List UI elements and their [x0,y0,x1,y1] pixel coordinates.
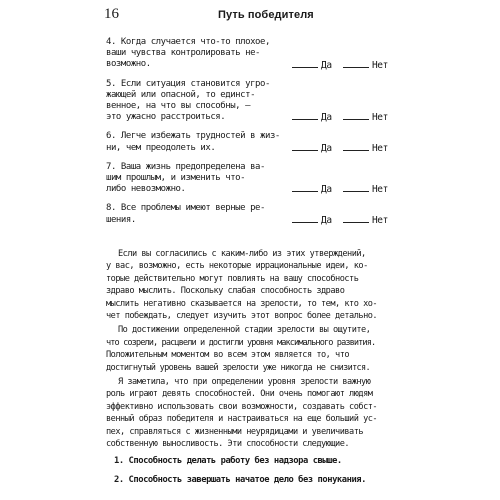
question-line: шим прошлым, и изменить что- [106,173,246,184]
question-line: 5. Если ситуация становится угро- [106,78,270,89]
question-line: жающей или опасной, то единст- [106,89,256,100]
running-title: Путь победителя [218,9,314,21]
question-text [106,37,278,71]
question-line: ни, чем преодолеть их. [106,142,216,153]
question-text [106,162,278,196]
question-item [106,37,401,71]
no-label: Нет [371,59,388,71]
list-item: 1. Способность делать работу без надзора свыше. [114,456,342,466]
no-label: Нет [371,184,388,196]
yes-blank[interactable] [292,191,318,192]
yes-blank[interactable] [292,119,318,120]
no-blank[interactable] [343,191,369,192]
paragraph [106,376,402,450]
yes-label: Да [321,184,332,196]
page-number: 16 [104,6,119,22]
answer-options [292,184,388,195]
yes-label: Да [321,59,332,71]
paragraph-line: Если вы согласились с каким-либо из этих утверждений, [118,249,366,259]
no-blank[interactable] [343,67,369,68]
question-line: это ужасно расстроиться. [106,112,226,123]
paragraph-line: чет побеждать, следует изучить этот вопрос более детально. [106,311,378,322]
no-label: Нет [371,214,388,226]
question-text [106,131,278,153]
paragraph-line: здраво мыслить. Поскольку слабая способность здраво [106,286,345,297]
paragraph [106,324,402,374]
question-text [106,203,278,225]
question-line: 7. Ваша жизнь предопределена ва- [106,161,265,172]
question-line: шения. [106,214,136,225]
question-item [106,203,401,225]
paragraph-line: эффективно использовать свои возможности, создавать собст- [106,401,378,412]
no-label: Нет [371,112,388,124]
question-item [106,131,401,153]
no-label: Нет [371,142,388,154]
list-item: 2. Способность завершать начатое дело без понукания. [114,475,367,485]
paragraph-line: у вас, возможно, есть некоторые иррациональные идеи, ко- [106,261,368,272]
question-item [106,79,401,124]
answer-options [292,215,388,226]
no-blank[interactable] [343,119,369,120]
question-text [106,79,278,124]
answer-options [292,60,388,71]
answer-options [292,112,388,123]
paragraph-line: что созрели, расцвели и достигли уровня максимального развития. [106,337,376,348]
paragraph-line: собственную выносливость. Эти способности следующие. [106,439,350,450]
paragraph-line: венный образ победителя и настраиваться на еще больший ус- [106,414,378,425]
answer-options [292,143,388,154]
yes-label: Да [321,214,332,226]
question-line: ваши чувства контролировать не- [106,48,261,59]
yes-label: Да [321,142,332,154]
yes-blank[interactable] [292,150,318,151]
question-line: 8. Все проблемы имеют верные ре- [106,203,265,214]
no-blank[interactable] [343,222,369,223]
question-line: венное, на что вы способны, — [106,101,251,112]
paragraph [106,248,402,322]
question-line: 6. Легче избежать трудностей в жиз- [106,131,280,142]
paragraph-line: достигнутый уровень вашей зрелости уже никогда не снизится. [106,362,370,373]
yes-label: Да [321,112,332,124]
question-item [106,162,401,196]
yes-blank[interactable] [292,222,318,223]
questionnaire [106,37,401,234]
question-line: 4. Когда случается что-то плохое, [106,37,270,47]
paragraph-line: пех, справляться с жизненными неурядицами и увеличивать [106,426,364,437]
paragraph-line: роль играют девять способностей. Они очень помогают людям [106,389,373,400]
body-text [106,248,402,453]
paragraph-line: По достижении определенной стадии зрелости вы ощутите, [118,325,371,336]
paragraph-line: Я заметила, что при определении уровня зрелости важную [118,377,371,388]
question-line: либо невозможно. [106,184,186,195]
no-blank[interactable] [343,150,369,151]
question-line: возможно. [106,59,151,70]
yes-blank[interactable] [292,67,318,68]
paragraph-line: торые действительно могут повлиять на вашу способность [106,273,359,284]
abilities-list [114,455,404,493]
paragraph-line: мыслить негативно сказывается на зрелости, то тем, кто хо- [106,298,378,309]
paragraph-line: Положительным моментом во всем этом является то, что [106,350,350,361]
